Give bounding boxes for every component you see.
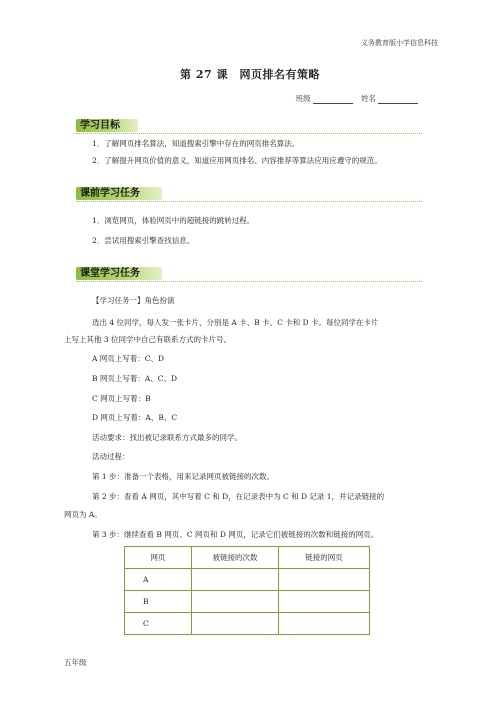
- section-rule: [76, 133, 422, 134]
- section-classroom-heading: [76, 266, 162, 280]
- step-1: 第 1 步：准备一个表格，用来记录网页被链接的次数。: [92, 472, 275, 481]
- section-rule: [76, 281, 422, 282]
- section-rule: [76, 201, 422, 202]
- table-cell: [192, 613, 279, 635]
- table-cell: A: [125, 569, 192, 591]
- table-header-row: [125, 547, 370, 569]
- pre-item-1: 1．浏览网页，体验网页中的超链接的跳转过程。: [92, 216, 255, 225]
- section-goals-title: 学习目标: [80, 120, 120, 131]
- section-goals-heading: [76, 118, 138, 132]
- table-cell: [279, 613, 370, 635]
- table-cell: [279, 569, 370, 591]
- task-one-heading: 【学习任务一】角色扮演: [92, 296, 175, 305]
- table-cell: [192, 591, 279, 613]
- table-cell: [279, 591, 370, 613]
- step-3: 第 3 步：继续查看 B 网页、C 网页和 D 网页，记录它们被链接的次数和链接的网页。: [92, 530, 379, 539]
- step-2-continued: 网页为 A。: [64, 510, 102, 519]
- table-header-cell: 网页: [125, 547, 192, 569]
- section-pre-title: 课前学习任务: [80, 188, 140, 199]
- section-classroom-title: 课堂学习任务: [80, 268, 140, 279]
- card-d-line: D 网页上写着：A、B、C: [92, 413, 178, 422]
- section-pre-heading: [76, 186, 162, 200]
- class-name-line: [296, 93, 424, 104]
- table-cell: C: [125, 613, 192, 635]
- table-row: [125, 591, 370, 613]
- card-c-line: C 网页上写着：B: [92, 394, 151, 403]
- goal-item-1: 1．了解网页排名算法，知道搜索引擎中存在的网页排名算法。: [92, 139, 300, 148]
- header-book-title: 义务教育版小学信息科技: [361, 39, 438, 47]
- activity-requirement: 活动要求：找出被记录联系方式最多的同学。: [92, 433, 242, 442]
- goal-item-2: 2．了解提升网页价值的意义，知道应用网页排名、内容推荐等算法应用应遵守的规范。: [92, 156, 382, 165]
- name-blank: [378, 95, 418, 104]
- card-b-line: B 网页上写着：A、C、D: [92, 374, 178, 383]
- table-cell: [192, 569, 279, 591]
- table-row: [125, 613, 370, 635]
- table-row: [125, 569, 370, 591]
- table-header-cell: 被链接的次数: [192, 547, 279, 569]
- task-paragraph-line: 上写上其他 3 位同学中自己有联系方式的卡片号。: [64, 335, 232, 344]
- table-cell: B: [125, 591, 192, 613]
- lesson-title: 第 27 课 网页排名有策略: [180, 68, 320, 81]
- step-2: 第 2 步：查看 A 网页，其中写着 C 和 D，在记录表中为 C 和 D 记录 1，并记录链接的: [92, 492, 385, 501]
- task-paragraph-line: 选出 4 位同学，每人发一张卡片，分别是 A 卡、B 卡、C 卡和 D 卡。每位同学在卡片: [92, 318, 379, 327]
- class-label: 班级: [295, 94, 311, 103]
- class-blank: [313, 95, 353, 104]
- pre-item-2: 2．尝试用搜索引擎查找信息。: [92, 236, 195, 245]
- footer-grade: 五年级: [64, 658, 87, 667]
- card-a-line: A 网页上写着：C、D: [92, 354, 165, 363]
- link-record-table: [124, 546, 370, 635]
- name-label: 姓名: [361, 94, 376, 103]
- activity-process-label: 活动过程：: [92, 452, 130, 461]
- table-header-cell: 链接的网页: [279, 547, 370, 569]
